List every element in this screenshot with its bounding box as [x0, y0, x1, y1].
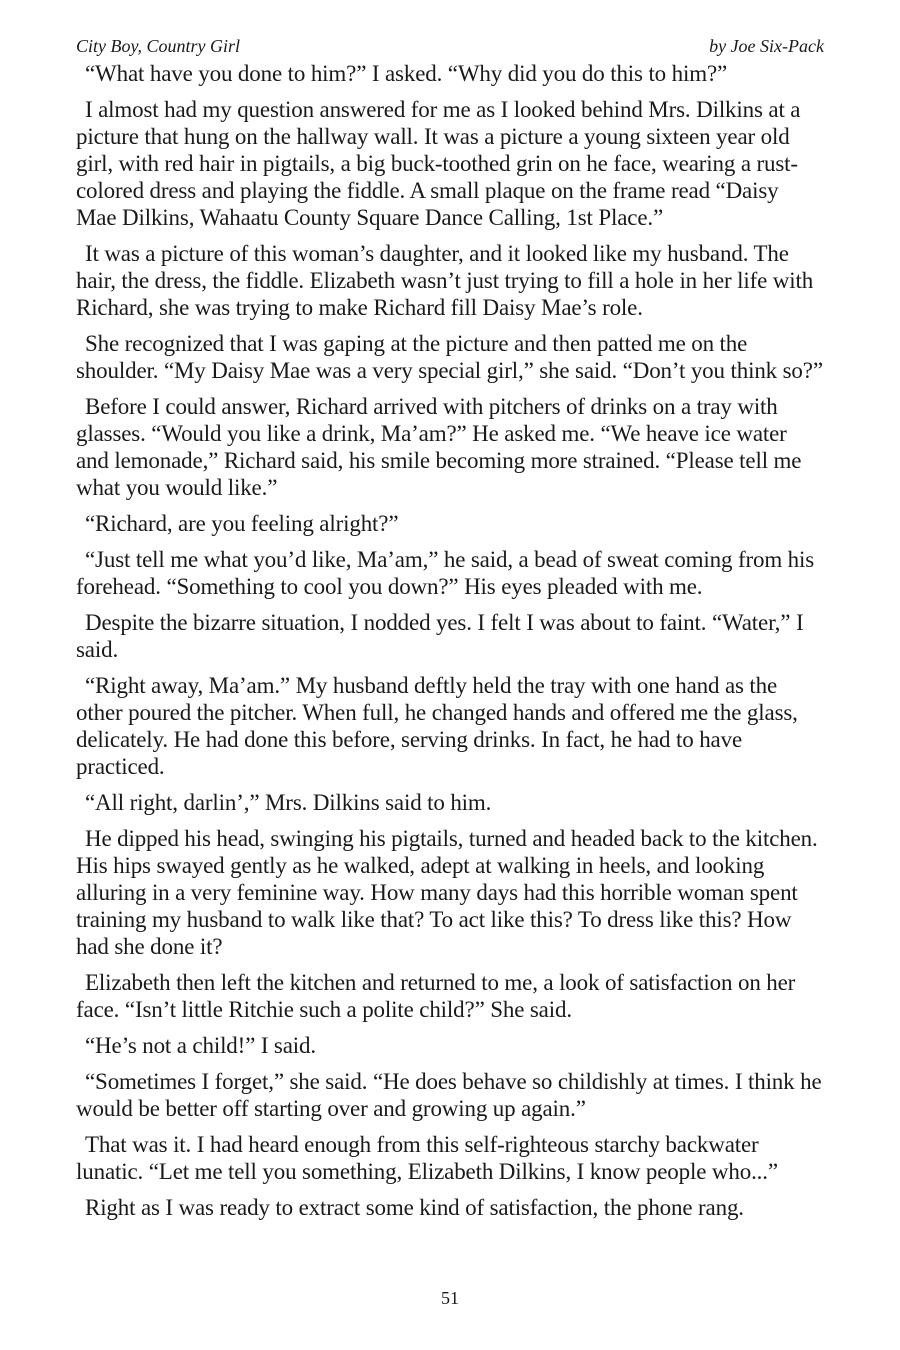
paragraph: “He’s not a child!” I said.	[85, 1033, 316, 1058]
paragraph: Despite the bizarre situation, I nodded yes. I felt I was about to faint. “Water,” I said.	[76, 610, 804, 662]
paragraph: “Richard, are you feeling alright?”	[85, 511, 399, 536]
paragraph: “All right, darlin’,” Mrs. Dilkins said to him.	[85, 790, 492, 815]
paragraph: “What have you done to him?” I asked. “Why did you do this to him?”	[85, 61, 728, 86]
paragraph: “Just tell me what you’d like, Ma’am,” he said, a bead of sweat coming from his forehead. “Something to cool you down?” His eyes pleaded with me.	[76, 547, 815, 599]
paragraph: He dipped his head, swinging his pigtails, turned and headed back to the kitchen. His hips swayed gently as he walked, adept at walking in heels, and looking alluring in a very feminine way. How many days had this horrible woman spent training my husband to walk like that? To act like this? To dress like this? How had she done it?	[76, 826, 818, 959]
paragraph: She recognized that I was gaping at the picture and then patted me on the shoulder. “My Daisy Mae was a very special girl,” she said. “Don’t you think so?”	[76, 331, 823, 383]
paragraph: Before I could answer, Richard arrived with pitchers of drinks on a tray with glasses. “Would you like a drink, Ma’am?” He asked me. “We heave ice water and lemonade,” Richard said, his smile becoming more strained. “Please tell me what you would like.”	[76, 394, 802, 500]
author-byline: by Joe Six-Pack	[709, 36, 824, 56]
paragraph: It was a picture of this woman’s daughter, and it looked like my husband. The hair, the dress, the fiddle. Elizabeth wasn’t just trying to fill a hole in her life with Richard, she was trying to make Richard fill Daisy Mae’s role.	[76, 241, 814, 320]
paragraph: Elizabeth then left the kitchen and returned to me, a look of satisfaction on her face. “Isn’t little Ritchie such a polite child?” She said.	[76, 970, 796, 1022]
paragraph: “Sometimes I forget,” she said. “He does behave so childishly at times. I think he would be better off starting over and growing up again.”	[76, 1069, 822, 1121]
paragraph: I almost had my question answered for me as I looked behind Mrs. Dilkins at a picture that hung on the hallway wall. It was a picture a young sixteen year old girl, with red hair in pigtails, a big buck-toothed grin on he face, wearing a rust-colored dress and playing the fiddle. A small plaque on the frame read “Daisy Mae Dilkins, Wahaatu County Square Dance Calling, 1st Place.”	[76, 97, 801, 230]
page-number: 51	[441, 1288, 459, 1308]
running-header	[76, 34, 824, 58]
book-title: City Boy, Country Girl	[76, 36, 240, 56]
paragraph: That was it. I had heard enough from this self-righteous starchy backwater lunatic. “Let me tell you something, Elizabeth Dilkins, I know people who...”	[76, 1132, 778, 1184]
paragraph: Right as I was ready to extract some kind of satisfaction, the phone rang.	[85, 1195, 744, 1220]
body-text	[76, 60, 824, 1221]
paragraph: “Right away, Ma’am.” My husband deftly held the tray with one hand as the other poured the pitcher. When full, he changed hands and offered me the glass, delicately. He had done this before, serving drinks. In fact, he had to have practiced.	[76, 673, 798, 779]
book-page	[76, 34, 824, 1230]
